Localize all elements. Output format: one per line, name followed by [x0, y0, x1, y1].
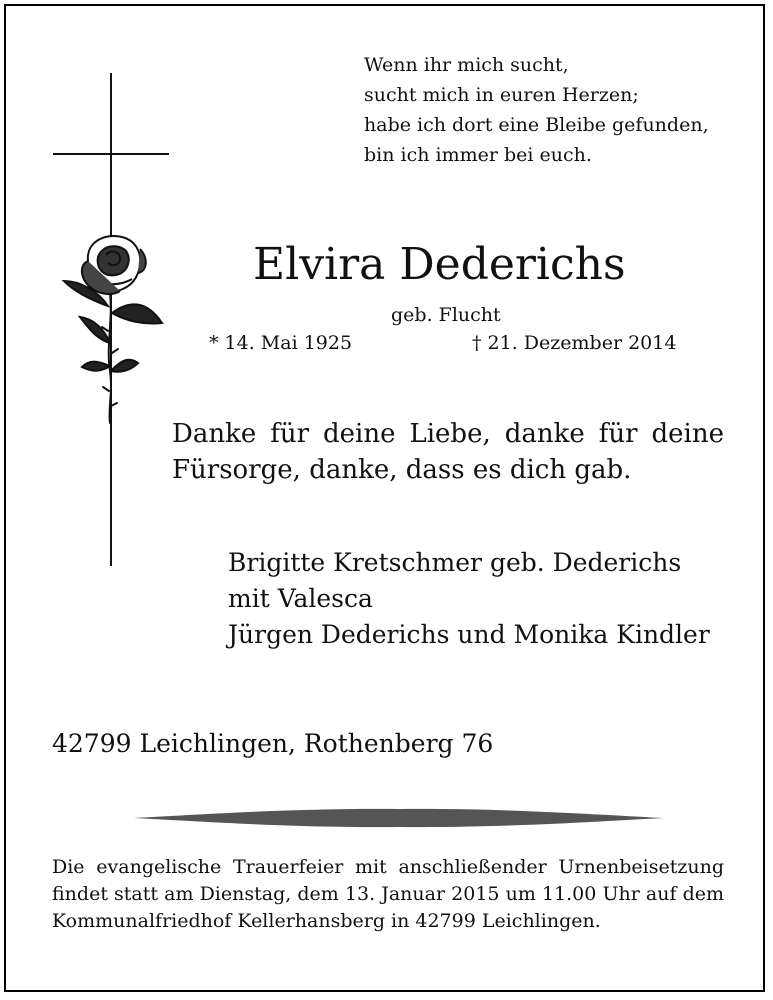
family-signatures	[228, 545, 710, 653]
poem-line: habe ich dort eine Bleibe gefunden,	[364, 114, 709, 136]
notice-frame	[4, 4, 765, 992]
cross-bar	[53, 153, 169, 155]
death-date: † 21. Dezember 2014	[472, 332, 677, 354]
deceased-name: Elvira Dederichs	[253, 239, 626, 290]
poem-line: sucht mich in euren Herzen;	[364, 84, 639, 106]
funeral-notice: Die evangelische Trauerfeier mit anschließender Urnenbeisetzung findet statt am Dienstag, dem 13. Januar 2015 um 11.00 Uhr auf dem Kommunalfriedhof Kellerhansberg in 42799 Leichlingen.	[52, 856, 724, 932]
maiden-name: geb. Flucht	[391, 304, 501, 326]
birth-date: * 14. Mai 1925	[209, 332, 353, 354]
family-line: mit Valesca	[228, 584, 373, 613]
poem-line: bin ich immer bei euch.	[364, 144, 592, 166]
family-line: Brigitte Kretschmer geb. Dederichs	[228, 548, 682, 577]
family-line: Jürgen Dederichs und Monika Kindler	[228, 620, 710, 649]
poem	[364, 50, 709, 170]
thanks-text: Danke für deine Liebe, danke für deine Fürsorge, danke, dass es dich gab.	[172, 419, 724, 485]
rose-icon	[58, 231, 168, 426]
divider	[134, 806, 664, 830]
poem-line: Wenn ihr mich sucht,	[364, 54, 569, 76]
address: 42799 Leichlingen, Rothenberg 76	[52, 729, 494, 758]
